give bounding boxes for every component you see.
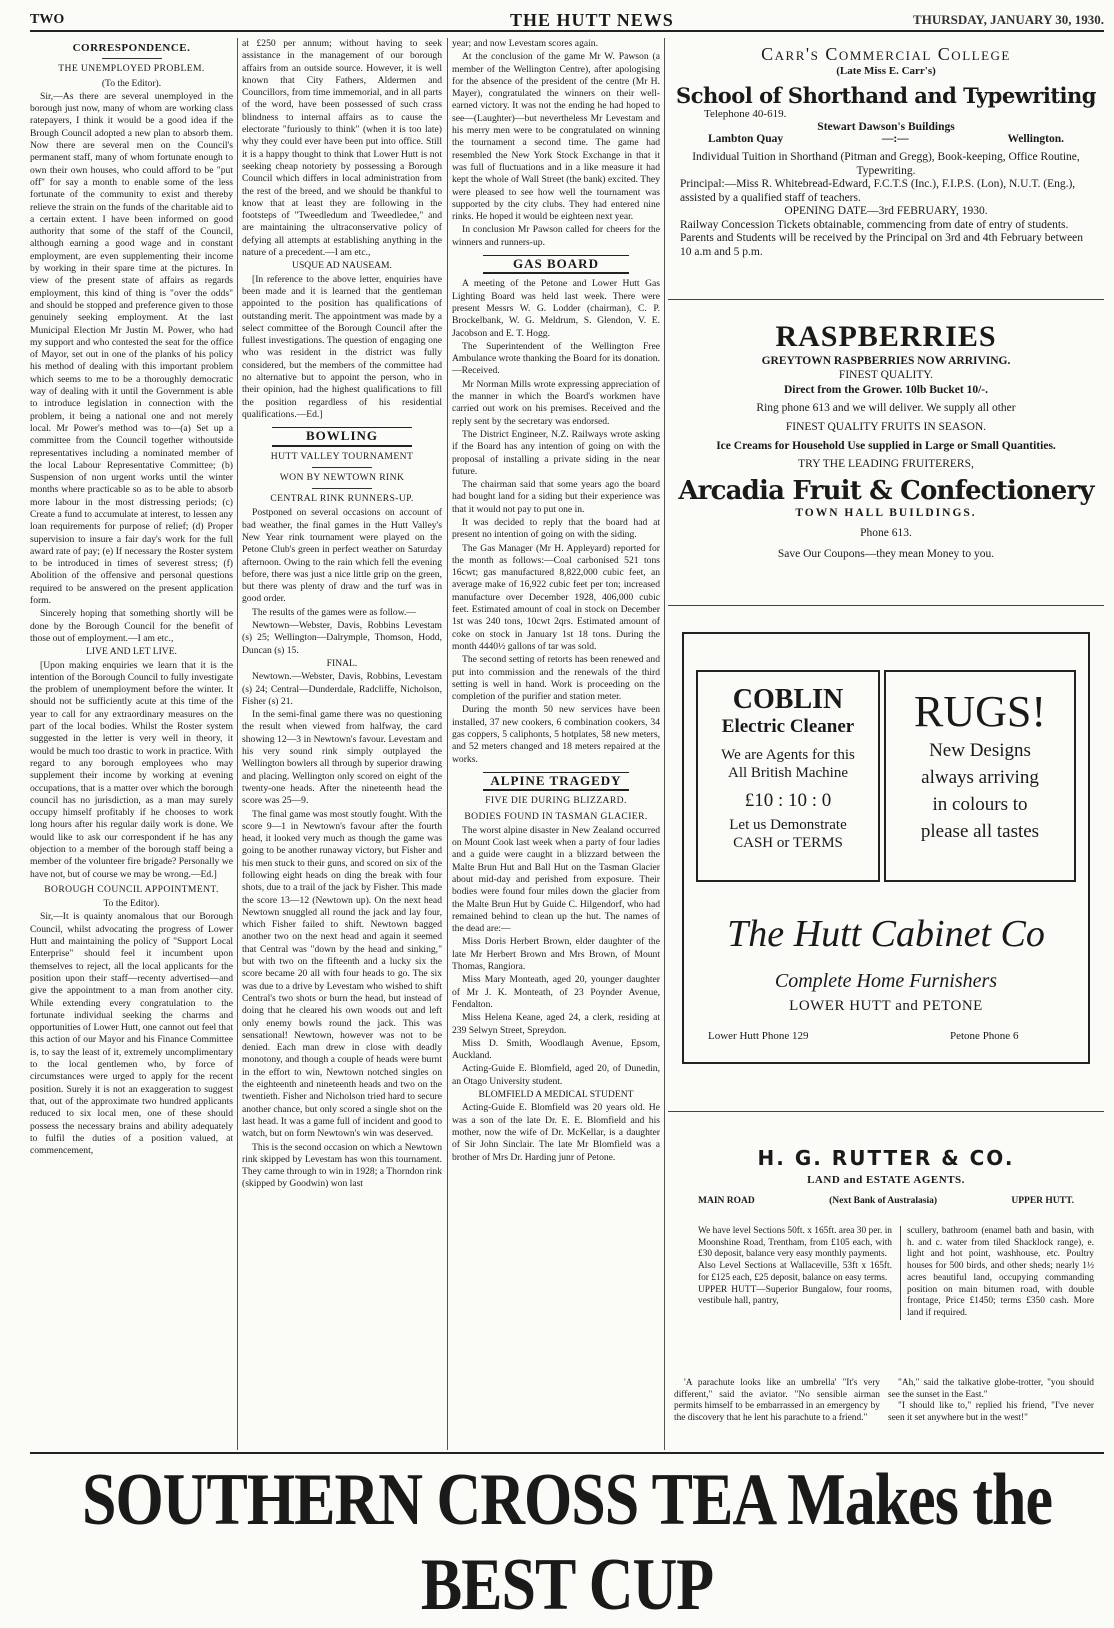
building-name: Stewart Dawson's Buildings (817, 121, 955, 133)
ad-text: Save Our Coupons—they mean Money to you. (777, 548, 995, 560)
coblin-title: COBLIN (732, 684, 844, 715)
paragraph: Miss Mary Monteath, aged 20, younger daughter of Mr J. K. Monteath, of 23 Poynder Avenue, Fendalton. (452, 974, 660, 1010)
city: UPPER HUTT. (1011, 1196, 1074, 1206)
ad-address (668, 133, 1104, 145)
paragraph: Newtown—Webster, Davis, Robbins Levestam (s) 25; Wellington—Dalrymple, Thomson, Hodd, Duncan (s) 15. (242, 620, 442, 656)
landmark: (Next Bank of Australasia) (829, 1196, 938, 1206)
joke-right (888, 1378, 1094, 1425)
subheading: FINAL. (326, 657, 358, 669)
ad-text: in colours to (932, 794, 1028, 815)
ad-text: Let us Demonstrate (729, 817, 847, 833)
ad-text: please all tastes (920, 821, 1040, 842)
paragraph: Acting-Guide E. Blomfield was 20 years old. He was a son of the late Dr. E. E. Blomfield and his mother, now the wife of Dr. McKellar, is a daughter of Sir John Sinclair. The late Mr Blomfield was a brother of Mrs Dr. Harding junr of Petone. (452, 1102, 660, 1163)
ad-text: We are Agents for this (721, 747, 855, 763)
paragraph: year; and now Levestam scores again. (452, 38, 598, 49)
divider (312, 488, 372, 489)
ad-headline: The Hutt Cabinet Co (727, 913, 1045, 955)
listing: scullery, bathroom (enamel bath and basin, with h. and c. water from tiled Shacklock range), e. light and hot point, washhouse, etc. Poultry houses for 500 birds, and other sheds; nearly 1½ acres beautiful land, occupying commanding position on main bitumen road, with double frontage, Price £1450; terms £350 cash. More land if required. (907, 1226, 1094, 1318)
ad-text: always arriving (921, 767, 1039, 788)
paragraph: The District Engineer, N.Z. Railways wrote asking if the Board has any intention of going on with the proposal of installing a private siding in the near future. (452, 428, 660, 477)
editor-note: [In reference to the above letter, enquiries have been made and it is learned that the gentleman appointed to the position has qualifications of outstanding merit. The appointment was made by a select committee of the Borough Council after the fullest investigations. The question of engaging one who was resident in the district was fully considered, but the members of the committee had no alternative but to appoint the person, who in their opinion, had the highest qualifications to fill the position regardless of his residential qualifications.—Ed.] (242, 273, 442, 420)
listing: We have level Sections 50ft. x 165ft. area 30 per. in Moonshine Road, Trentham, from £105 each, with £30 deposit, balance very easy monthly payments. (698, 1226, 892, 1260)
ad-subtitle: Complete Home Furnishers (774, 970, 998, 992)
ad-title: RASPBERRIES (775, 320, 997, 353)
ad-headline: Arcadia Fruit & Confectionery (678, 476, 1094, 506)
paragraph: At the conclusion of the game Mr W. Pawson (a member of the Wellington Centre), after apologising for the absence of the president of the centre (Mr H. Mayer), congratulated the winners on their well-earned victory. It was not the ending he had hoped to see—(Laughter)—but nevertheless Mr Levestam and his merry men were to be congratulated on winning the tournament a second time. The game had resembled the New York Stock Exchange in that it was full of fluctuations and in a like measure it had kept the whole of Wall Street (the bank) excited. They were pleased to see how well the tournament was supported by the city clubs. They had entered nine rinks. He hoped it would be eighteen next year. (452, 51, 660, 223)
column-rule (447, 38, 448, 1450)
ad-text: CASH or TERMS (733, 835, 843, 851)
signature: USQUE AD NAUSEAM. (292, 260, 392, 272)
coblin-box (696, 670, 880, 882)
paragraph: Miss Helena Keane, aged 24, a clerk, residing at 239 Selwyn Street, Spreydon. (452, 1012, 660, 1036)
ad-title: H. G. RUTTER & CO. (757, 1146, 1015, 1170)
salutation: (To the Editor). (101, 77, 162, 89)
section-heading: ALPINE TRAGEDY (483, 772, 629, 791)
ad-subtitle: LAND and ESTATE AGENTS. (807, 1174, 965, 1186)
paragraph: The Gas Manager (Mr H. Appleyard) reported for the month as follows:—Coal carbonised 521 tons 16cwt; gas manufactured 8,822,000 cubic feet, an average make of 16,922 cubic feet per ton; increased manufacture over December 1928, 406,000 cubic feet. Estimated amount of coal in stock on December 1st was 240 tons, 10cwt 2qrs. Estimated amount of coke on stock in January 1st 18 tons. During the month 4440½ gallons of tar was sold. (452, 542, 660, 652)
signature: LIVE AND LET LIVE. (86, 646, 177, 658)
paragraph: The results of the games were as follow.— (252, 606, 417, 618)
ad-text: Individual Tuition in Shorthand (Pitman and Gregg), Book-keeping, Office Routine, Typewriting. (692, 151, 1080, 177)
separator: —:— (881, 133, 909, 145)
joke: "Ah," said the talkative globe-trotter, "you should see the sunset in the East." (888, 1378, 1094, 1400)
page-number: TWO (30, 12, 65, 27)
article-title: BOROUGH COUNCIL APPOINTMENT. (44, 883, 219, 895)
ad-locations: LOWER HUTT and PETONE (789, 998, 983, 1014)
listing: Also Level Sections at Wallaceville, 53ft x 165ft. for £125 each, £25 deposit, balance on easy terms. (698, 1261, 892, 1283)
rugs-box (884, 670, 1076, 882)
paragraph: Postponed on several occasions on account of bad weather, the final games in the Hutt Valley's New Year rink tournament were played on the Petone Club's green in perfect weather on Saturday afternoon. Owing to the rain which fell the evening before, there was just a nice little grip on the green, but there was plenty of draw and the turf was in good order. (242, 507, 442, 605)
ad-text: Railway Concession Tickets obtainable, commencing from date of entry of students. (680, 218, 1069, 231)
ad-text: Ring phone 613 and we will deliver. We supply all other (756, 402, 1016, 414)
paragraph: Mr Norman Mills wrote expressing appreciation of the manner in which the Board's workmen have carried out work on his premises. Received and the reply sent by the secretary was endorsed. (452, 378, 660, 427)
banner-rule (30, 1452, 1104, 1454)
ad-text: FINEST QUALITY. (838, 369, 934, 381)
coblin-subtitle: Electric Cleaner (721, 716, 855, 737)
paragraph: Sincerely hoping that something shortly will be done by the Borough Council for the benefit of those out of employment.—I am etc., (30, 608, 233, 644)
paragraph: Sir,—It is quainty anomalous that our Borough Council, whilst advocating the progress of Lower Hutt and maintaining the policy of "Support Local Enterprise" should feel it incumbent upon themselves to reject, all the local applicants for the position upon their staff—recenty advertised—and give the appointment to a man from another city. While extending every congratulation to the fortunate individual seeking the charms and opportunities of Lower Hutt, one cannot out feel that this action of our Mayor and his Finance Committee is, to say the least of it, extremely uncomplimentary to the local gentlemen who, by force of circumstances were urged to apply for the recent position. Surely it is not an exaggeration to suggest that, out of the approximate two hundred applicants reduced to six local men, one of these should possess the necessary brains and ability adequately to fulfil the duties of a position valued, at commencement, (30, 911, 233, 1157)
section-heading: CORRESPONDENCE. (72, 42, 191, 54)
paragraph: The Superintendent of the Wellington Free Ambulance wrote thanking the Board for its donation.—Received. (452, 340, 660, 377)
paragraph: In conclusion Mr Pawson called for cheers for the winners and runners-up. (452, 224, 660, 248)
paragraph: It was decided to reply that the board had at present no intention of going on with the siding. (452, 516, 660, 541)
ad-phone: Lower Hutt Phone 129 (708, 1030, 809, 1042)
ad-text: Principal:—Miss R. Whitebread-Edward, F.C.T.S (Inc.), F.I.P.S. (Lon), N.U.T. (Eng.), assisted by a qualified staff of teachers. (680, 178, 1076, 204)
top-rule (30, 30, 1104, 32)
paragraph: Acting-Guide E. Blomfield, aged 20, of Dunedin, an Otago University student. (452, 1063, 660, 1087)
masthead (30, 8, 1104, 32)
ad-text: TRY THE LEADING FRUITERERS, (798, 458, 974, 470)
divider (312, 467, 372, 468)
newspaper-title: THE HUTT NEWS (510, 10, 674, 30)
section-heading: GAS BOARD (483, 255, 629, 274)
ad-text: Ice Creams for Household Use supplied in Large or Small Quantities. (716, 440, 1056, 452)
paragraph: During the month 50 new services have been installed, 37 new cookers, 6 combination cookers, 34 gas coppers, 5 caliphonts, 5 hotplates, 58 new meters, and 52 meters changed and 18 meters repaired at the works. (452, 704, 660, 765)
paragraph: The worst alpine disaster in New Zealand occurred on Mount Cook last week when a party of four ladies and a guide were caught in a blizzard between the Malte Brun Hut and Ball Hut on the Tasman Glacier about mid-day and perished from exposure. Their bodies were found four miles down the glacier from the Malte Brun Hut by Guide C. Hilgendorf, who had remained behind to clean up the hut. The names of the dead are:— (452, 824, 660, 935)
salutation: To the Editor). (103, 898, 160, 910)
subheading: HUTT VALLEY TOURNAMENT (270, 450, 414, 462)
tea-banner: SOUTHERN CROSS TEA Makes the BEST CUP (82, 1459, 1052, 1626)
ad-raspberries (668, 306, 1104, 606)
ad-headline: School of Shorthand and Typewriting (676, 83, 1096, 108)
listing: UPPER HUTT—Superior Bungalow, four rooms, vestibule hall, pantry, (698, 1284, 892, 1307)
joke-left (674, 1378, 880, 1425)
ad-text: OPENING DATE—3rd FEBRUARY, 1930. (784, 205, 988, 217)
subheading: BLOMFIELD A MEDICAL STUDENT (478, 1089, 634, 1101)
street: MAIN ROAD (698, 1196, 755, 1206)
paragraph: Miss D. Smith, Woodlaugh Avenue, Epsom, Auckland. (452, 1037, 660, 1062)
paragraph: Miss Doris Herbert Brown, elder daughter of the late Mr Herbert Brown and Mrs Brown, of Mount Thomas, Rangiora. (452, 936, 660, 973)
column-bowling (242, 38, 442, 1450)
city: Wellington. (1007, 133, 1064, 145)
paragraph: The chairman said that some years ago the board had bought land for a siding but their experience was that it would not pay to put one in. (452, 479, 660, 515)
paragraph: Newtown.—Webster, Davis, Robbins, Levestam (s) 24; Central—Dunderdale, Radcliffe, Nicholson, Fisher (s) 21. (242, 671, 442, 707)
listing-col-right (900, 1226, 1094, 1320)
subheading: FIVE DIE DURING BLIZZARD. (485, 795, 627, 807)
paragraph: Sir,—As there are several unemployed in the borough just now, many of whom are working class ratepayers, I think it would be a good idea if the Brough Council adopted a new plan to absorb them. Now there are several men on the Council's permanent staff, many of whom fortunate enough to own their own houses, who could afford to be "put off" for say a month to enable some of the less fortunate of the community to exist and thereby relieve the strain on the funds of the charitable aid to a certain extent. I have been informed on good authority that some of the staff of the Council, although earning a good wage and in constant employment, are even supplementing their income by working in their spare time at the pictures. In view of the present state of affairs as regards employment, this kind of thing is "over the odds" and should be stopped and preference given to those genuinely seeking employment. At the last Municipal Election Mr Justin M. Power, who had my support and who contested the seat for the office of Mayor, set out in one of the planks of his policy his method of dealing with this important problem which seems to me to be a thoroughly democratic way of dealing with it until the Government is able to introduce legislation in connection with the problem, it being a national one and not merely local. Mr Power's method was to—(a) Set up a committee from the Council together withoutside representatives including a nominated member of the local Labour Representative Committee; (b) Suspension of non urgent works until the winter months where practicable so as to be able to absorb more labour in the most distressing periods; (c) Create a fund to accumulate at interest, to lessen any loan requirements for purpose of relief; (d) Proper supervision to insure a fair day's work for the full award rate of pay; (e) If necessary the Roster system to be introduced in times of severest stress; (f) Abolition of the offensive and personal questions required to be answered on the present application form. (30, 90, 233, 607)
ad-text: All British Machine (728, 765, 848, 781)
paragraph: A meeting of the Petone and Lower Hutt Gas Lighting Board was held last week. There were present Messrs W. G. Lodder (chairman), C. P. Brockelbank, W. G. Meldrum, S. Glendon, V. E. Jacobson and E. T. Hogg. (452, 278, 660, 339)
rugs-title: RUGS! (913, 687, 1047, 736)
editor-note: [Upon making enquiries we learn that it is the intention of the Borough Council to fully investigate the problem of unemployment before the winter. It should not be sufficiently acute at this time of the year to call for any extraordinary measures on the part of the local bodies. Whilst the Roster system suggested in the letter is very well in theory, it would be much too drastic to work in practice. With regard to any borough employees who may supplement their income by working at evening occupations, that is a matter over which the borough council has no jurisdiction, as a man may surely occupy himself profitably if he chooses to work long hours after his regular daily work is done. We would like to ask our correspondent if he has any objection to a member of the borough staff being a member of the volunteer fire brigade? Personally we have not, but of course we may be wrong.—Ed.] (30, 659, 233, 880)
ad-address (668, 1196, 1104, 1206)
ad-carrs-college (668, 38, 1104, 300)
subheading: WON BY NEWTOWN RINK (279, 471, 405, 483)
ad-subtitle: (Late Miss E. Carr's) (836, 65, 936, 77)
column-rule (237, 38, 238, 1450)
ad-text: Parents and Students will be received by the Principal on 3rd and 4th February between 10 a.m and 5 p.m. (680, 232, 1084, 258)
ad-phone: Telephone 40-619. (704, 108, 787, 120)
section-heading: BOWLING (272, 427, 412, 446)
street: Lambton Quay (708, 133, 784, 145)
paragraph: at £250 per annum; without having to seek assistance in the management of our borough affairs from an outside source. However, it is well known that City Fathers, Aldermen and Councillors, from time immemorial, and in all parts of the word, have been possessed of such crass blindness to internal affairs as to cause the electorate "furiously to think" (when it is too late) why they could ever have been put into office. Still it is a happy thought to think that Lower Hutt is not seeking cheap notoriety by possessing a Borough Council which differs in local administration from the rest of the breed, and we should be thankful to know that at least they are following in the footsteps of "Tweedledum and Tweedledee," and are maintaining the ultraconservative policy of defying all attempts at establishing anything in the nature of a precedent.—I am etc., (242, 38, 442, 259)
ad-title: Carr's Commercial College (761, 44, 1011, 64)
ad-phone: Phone 613. (860, 527, 912, 539)
column-gas-alpine (452, 38, 660, 1450)
paragraph: In the semi-final game there was no questioning the result when viewed from halfway, the card showing 12—3 in Newtown's favour. Levestam and his very sound rink simply outplayed the Wellington bowlers all through by superior drawing and placing. Wellington only scored on eight of the twenty-one heads. After the nineteenth head the score was 25—9. (242, 709, 442, 807)
paragraph: The final game was most stoutly fought. With the score 9—1 in Newtown's favour after the fourth head, it looked very much as though the game was going to be another runaway victory, but Fisher and his men stuck to their guns, and scored on six of the following eight heads on ding the break with four shots, due to a trail of the jack by Fisher. This made the score 13—12 (Newtown up). On the next head Newtown snuggled all round the jack and lay four, which Fisher failed to shift. Newtown bagged another two on the next head and again it seemed that Central was "down by the head and sinking," but with two on the fifteenth and a lucky six the score became 20 all with four heads to go. The six was due to a drive by Levestam who wished to shift Central's two shots or burn the head, but instead of doing that he cleared his own woods out and left only enemy bowls round the jack. This was sensational! Newtown, however was not to be denied. Each man drew in close with deadly monotony, and though a couple of heads were burnt in the effort to win, Newtown notched singles on the eighteenth and nineteenth heads and two on the twentieth. Fisher and Nicholson tried hard to secure another chance, but only scored a single shot on the last head. It was a game full of incident and good to watch, but on form Newtown's win was deserved. (242, 808, 442, 1140)
listing-col-left (698, 1226, 892, 1320)
paragraph: This is the second occasion on which a Newtown rink skipped by Levestam has won this tournament. They came through to win in 1928; a Thorndon rink (skipped by Goodwin) won last (242, 1141, 442, 1190)
listing-columns (698, 1226, 1094, 1320)
ad-building (668, 121, 1104, 133)
ad-phone: Petone Phone 6 (950, 1030, 1019, 1042)
subheading: CENTRAL RINK RUNNERS-UP. (270, 493, 414, 505)
joke: 'A parachute looks like an umbrella' "It's very different," said the aviator. "No sensible airman permits himself to be embarrassed in an emergency by the discovery that he lent his parachute to a friend." (674, 1378, 880, 1424)
price: £10 : 10 : 0 (744, 790, 832, 811)
ad-text: New Designs (929, 740, 1031, 761)
ad-text: GREYTOWN RASPBERRIES NOW ARRIVING. (761, 355, 1011, 367)
ad-address: TOWN HALL BUILDINGS. (795, 507, 977, 519)
column-rule (664, 38, 665, 1450)
paragraph: The second setting of retorts has been renewed and put into commission and the renewals of the third setting is well in hand. Work is proceeding on the completion of the purifier and station meter. (452, 654, 660, 703)
article-title: THE UNEMPLOYED PROBLEM. (58, 63, 205, 75)
divider (102, 58, 162, 59)
joke: "I should like to," replied his friend, "I've never seen it set anywhere but in the west!" (888, 1401, 1094, 1424)
ad-text: Direct from the Grower. 10lb Bucket 10/-. (784, 384, 988, 396)
jokes (668, 1378, 1104, 1425)
ad-text: FINEST QUALITY FRUITS IN SEASON. (785, 421, 987, 433)
subheading: BODIES FOUND IN TASMAN GLACIER. (464, 810, 648, 822)
column-correspondence (30, 38, 233, 1450)
issue-date: THURSDAY, JANUARY 30, 1930. (913, 12, 1104, 27)
